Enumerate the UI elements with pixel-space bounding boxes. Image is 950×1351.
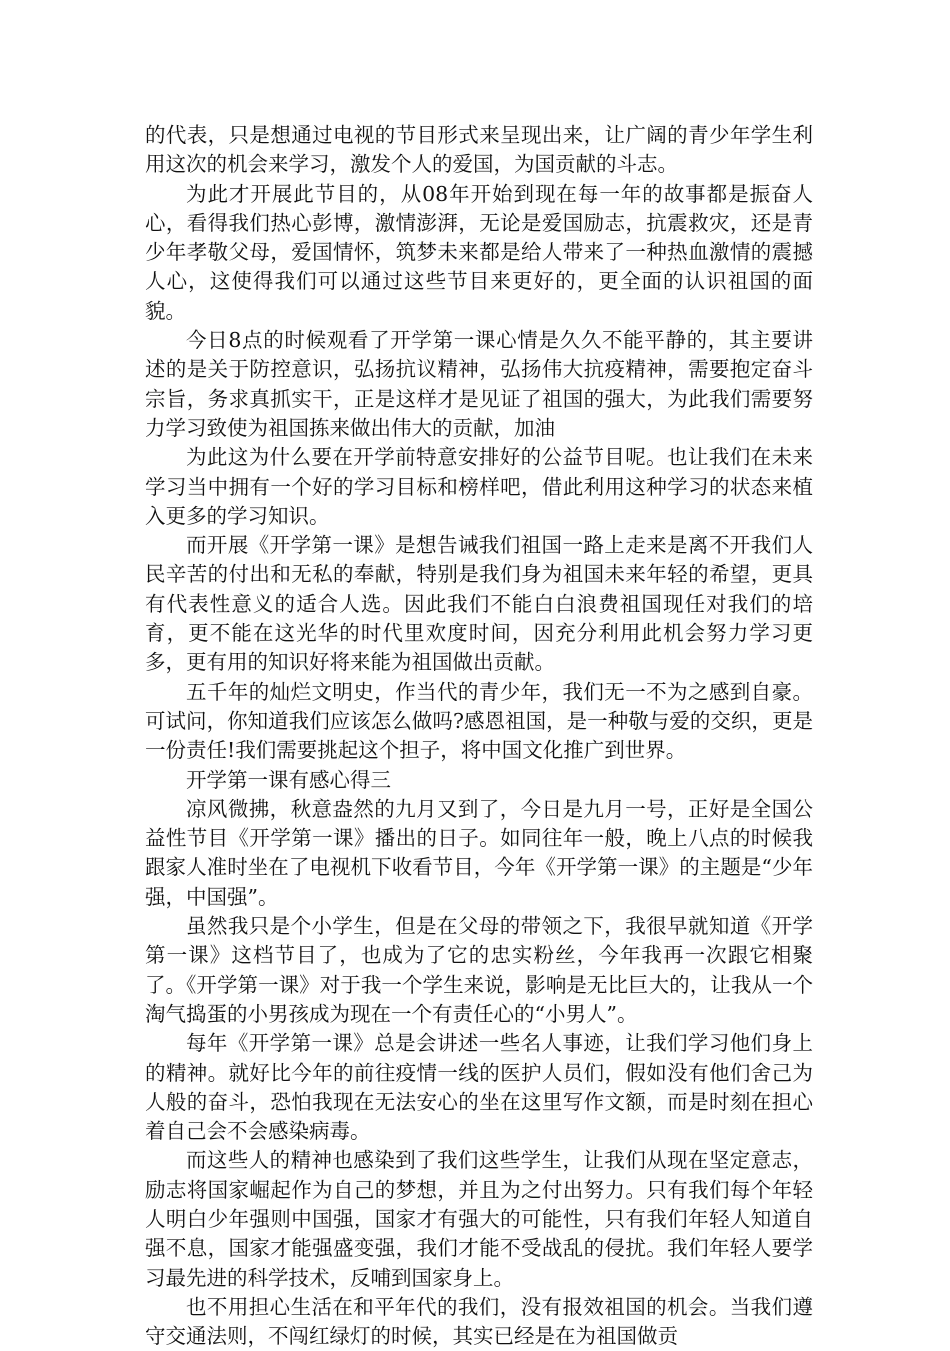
paragraph: 今日8点的时候观看了开学第一课心情是久久不能平静的，其主要讲述的是关于防控意识，弘扬抗议精神，弘扬伟大抗疫精神，需要抱定奋斗宗旨，务求真抓实干，正是这样才是见证了祖国的强大，为此我们需要努力学习致使为祖国拣来做出伟大的贡献，加油 [145,328,813,440]
paragraph: 虽然我只是个小学生，但是在父母的带领之下，我很早就知道《开学第一课》这档节目了，也成为了它的忠实粉丝，今年我再一次跟它相聚了。《开学第一课》对于我一个学生来说，影响是无比巨大的，让我从一个淘气捣蛋的小男孩成为现在一个有责任心的“小男人”。 [145,914,813,1026]
paragraph-continued: 的代表，只是想通过电视的节目形式来呈现出来，让广阔的青少年学生利用这次的机会来学习，激发个人的爱国，为国贡献的斗志。 [145,123,813,177]
document-page [145,121,813,1351]
paragraph: 为此这为什么要在开学前特意安排好的公益节目呢。也让我们在未来学习当中拥有一个好的学习目标和榜样吧，借此利用这种学习的状态来植入更多的学习知识。 [145,445,813,528]
paragraph: 而这些人的精神也感染到了我们这些学生，让我们从现在坚定意志，励志将国家崛起作为自己的梦想，并且为之付出努力。只有我们每个年轻人明白少年强则中国强，国家才有强大的可能性，只有我们年轻人知道自强不息，国家才能强盛变强，我们才能不受战乱的侵扰。我们年轻人要学习最先进的科学技术，反哺到国家身上。 [145,1148,813,1290]
paragraph: 每年《开学第一课》总是会讲述一些名人事迹，让我们学习他们身上的精神。就好比今年的前往疫情一线的医护人员们，假如没有他们舍己为人般的奋斗，恐怕我现在无法安心的坐在这里写作文额，而是时刻在担心着自己会不会感染病毒。 [145,1031,813,1144]
paragraph: 也不用担心生活在和平年代的我们，没有报效祖国的机会。当我们遵守交通法则，不闯红绿灯的时候，其实已经是在为祖国做贡 [145,1294,813,1349]
section-heading: 开学第一课有感心得三 [186,767,391,792]
paragraph: 凉风微拂，秋意盎然的九月又到了，今日是九月一号，正好是全国公益性节目《开学第一课》播出的日子。如同往年一般，晚上八点的时候我跟家人准时坐在了电视机下收看节目，今年《开学第一课》的主题是“少年强，中国强”。 [145,796,813,909]
paragraph: 为此才开展此节目的，从08年开始到现在每一年的故事都是振奋人心，看得我们热心彭博，激情澎湃，无论是爱国励志，抗震救灾，还是青少年孝敬父母，爱国情怀，筑梦未来都是给人带来了一种热血激情的震撼人心，这使得我们可以通过这些节目来更好的，更全面的认识祖国的面貌。 [145,181,813,323]
paragraph: 五千年的灿烂文明史，作当代的青少年，我们无一不为之感到自豪。可试问，你知道我们应该怎么做吗?感恩祖国，是一种敬与爱的交织，更是一份责任!我们需要挑起这个担子，将中国文化推广到世界。 [145,679,813,763]
paragraph: 而开展《开学第一课》是想告诫我们祖国一路上走来是离不开我们人民辛苦的付出和无私的奉献，特别是我们身为祖国未来年轻的希望，更具有代表性意义的适合人选。因此我们不能白白浪费祖国现任对我们的培育，更不能在这光华的时代里欢度时间，因充分利用此机会努力学习更多，更有用的知识好将来能为祖国做出贡献。 [145,533,813,675]
